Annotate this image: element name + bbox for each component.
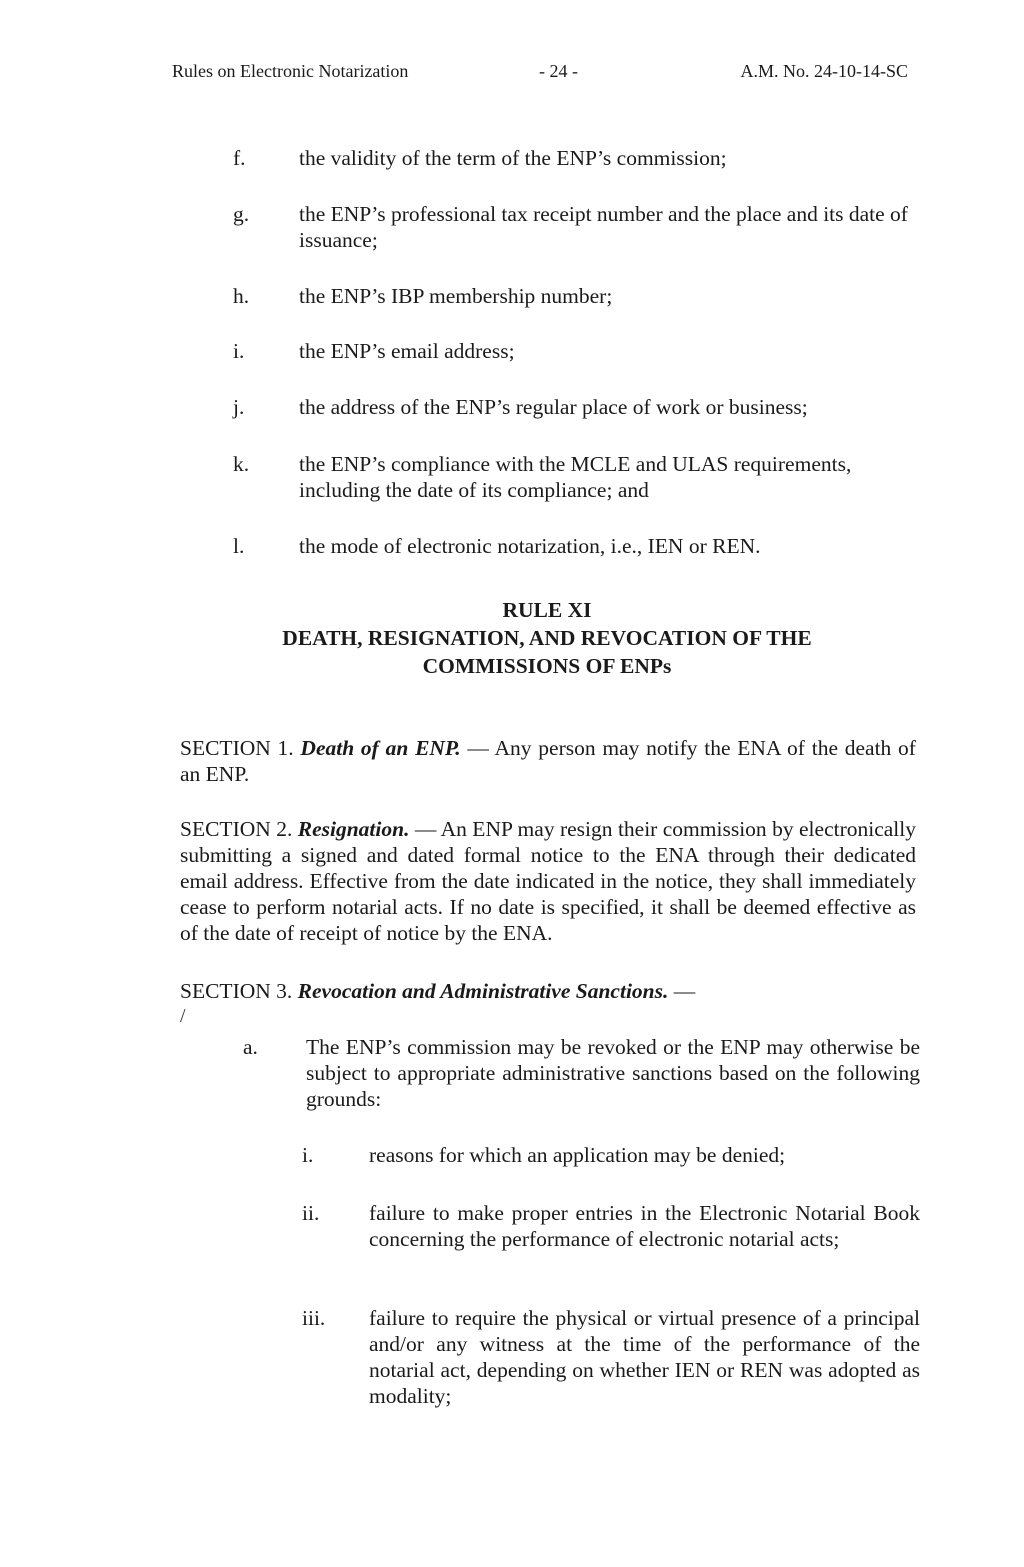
list-item-label: i. <box>233 339 245 363</box>
ground-label: ii. <box>302 1201 320 1225</box>
section-title: Resignation. <box>297 817 410 841</box>
list-item-text: the validity of the term of the ENP’s commission; <box>299 146 727 170</box>
section-3 <box>180 978 916 1004</box>
list-item-label: j. <box>233 395 245 419</box>
rule-heading <box>0 596 1024 680</box>
list-item-label: g. <box>233 202 250 226</box>
list-item-text: the address of the ENP’s regular place of work or business; <box>299 395 808 419</box>
list-item-text: the ENP’s email address; <box>299 339 515 363</box>
ground-text: failure to make proper entries in the Electronic Notarial Book concerning the performance of electronic notarial acts; <box>369 1201 920 1251</box>
ground-label: i. <box>302 1143 314 1167</box>
section-2 <box>180 816 916 946</box>
section-body: — <box>668 979 696 1003</box>
list-item-label: l. <box>233 534 245 558</box>
section-title: Death of an ENP. <box>300 736 461 760</box>
section-number: SECTION 3. <box>180 979 298 1003</box>
list-item-text: the ENP’s IBP membership number; <box>299 284 613 308</box>
rule-title-line-1: DEATH, RESIGNATION, AND REVOCATION OF THE <box>282 626 812 650</box>
section-number: SECTION 2. <box>180 817 298 841</box>
list-item-label: h. <box>233 284 250 308</box>
ground-text: reasons for which an application may be denied; <box>369 1143 786 1167</box>
item-text: The ENP’s commission may be revoked or the ENP may otherwise be subject to appropriate administrative sanctions based on the following grounds: <box>306 1035 920 1111</box>
list-item-text: the ENP’s professional tax receipt number and the place and its date of issuance; <box>299 202 908 252</box>
document-reference: A.M. No. 24-10-14-SC <box>740 61 908 81</box>
rule-number: RULE XI <box>502 598 592 622</box>
list-item-text: the mode of electronic notarization, i.e., IEN or REN. <box>299 534 761 558</box>
item-label: a. <box>243 1035 258 1059</box>
list-item-text: the ENP’s compliance with the MCLE and ULAS requirements, including the date of its compliance; and <box>299 452 852 502</box>
ground-text: failure to require the physical or virtual presence of a principal and/or any witness at the time of the performance of the notarial act, depending on whether IEN or REN was adopted as modality; <box>369 1306 920 1408</box>
section-title: Revocation and Administrative Sanctions. <box>297 979 669 1003</box>
section-number: SECTION 1. <box>180 736 301 760</box>
section-1 <box>180 735 916 787</box>
rule-title-line-2: COMMISSIONS OF ENPs <box>422 654 672 678</box>
section-body: — An ENP may resign their commission by electronically submitting a signed and dated formal notice to the ENA through their dedicated email address. Effective from the date indicated in the notice, they shall immediately cease to perform notarial acts. If no date is specified, it shall be deemed effective as of the date of receipt of notice by the ENA. <box>180 817 917 945</box>
ground-label: iii. <box>302 1306 326 1330</box>
section-body: — Any person may notify the ENA of the death of an ENP. <box>180 736 916 786</box>
margin-mark: / <box>180 1005 186 1027</box>
list-item-label: k. <box>233 452 250 476</box>
running-header-title: Rules on Electronic Notarization <box>172 61 409 81</box>
list-item-label: f. <box>233 146 246 170</box>
page-number: - 24 - <box>539 61 578 81</box>
